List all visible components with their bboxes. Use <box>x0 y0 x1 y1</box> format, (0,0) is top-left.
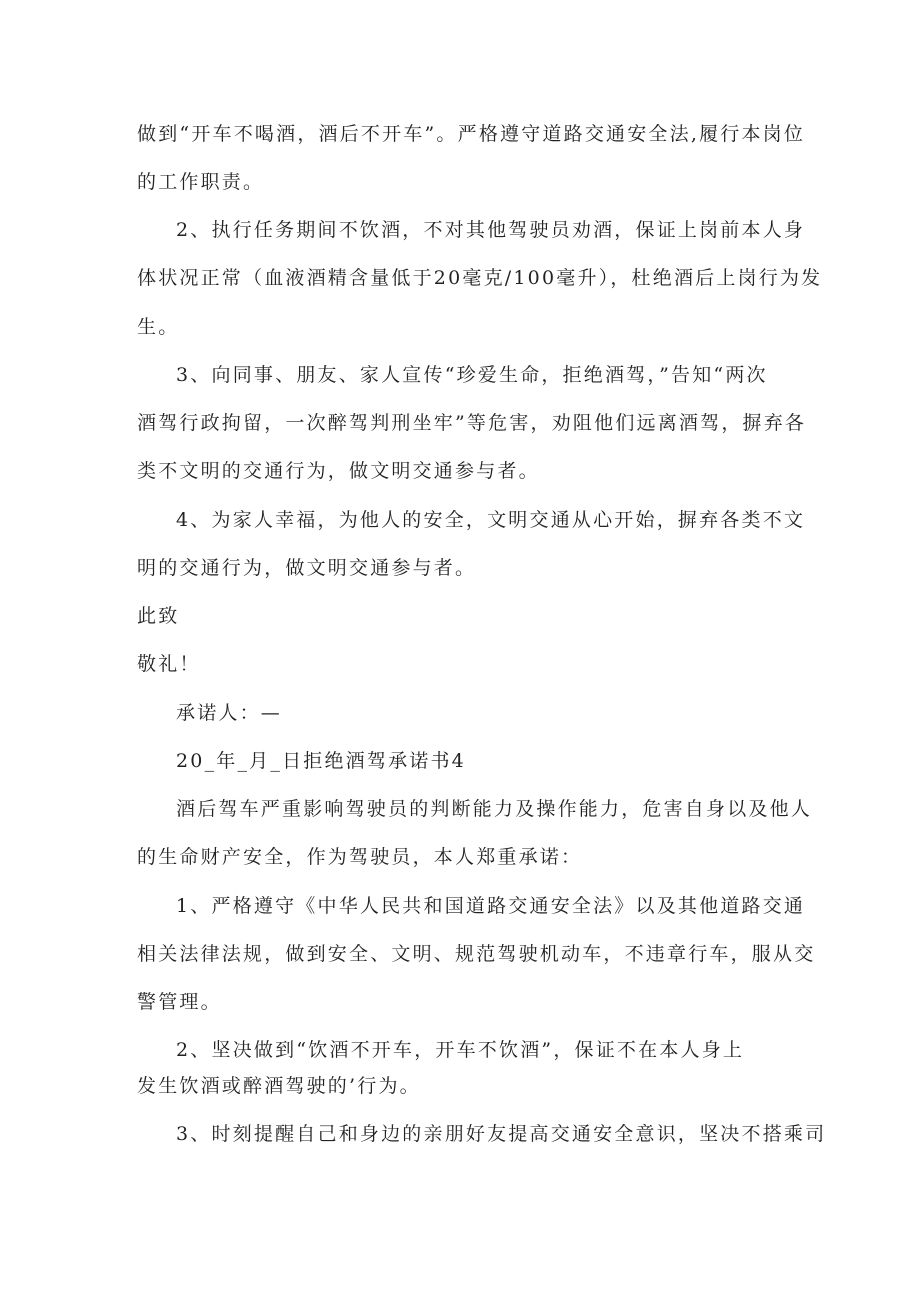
text-line: 3、时刻提醒自己和身边的亲朋好友提高交通安全意识，坚决不搭乘司 <box>176 1123 827 1145</box>
text-line: 4、为家人幸福，为他人的安全，文明交通从心开始，摒弃各类不文 <box>176 509 806 531</box>
text-line: 2、执行任务期间不饮酒，不对其他驾驶员劝酒，保证上岗前本人身 <box>176 219 806 241</box>
text-line: 警管理。 <box>137 991 222 1013</box>
text-line: 的工作职责。 <box>137 171 265 193</box>
text-line: 承诺人：— <box>176 702 283 724</box>
text-line: 此致 <box>137 605 180 627</box>
text-line: 体状况正常（血液酒精含量低于20毫克/100毫升），杜绝酒后上岗行为发 <box>137 267 823 289</box>
text-line: 明的交通行为，做文明交通参与者。 <box>137 557 477 579</box>
text-line: 相关法律法规，做到安全、文明、规范驾驶机动车，不违章行车，服从交 <box>137 943 816 965</box>
text-line: 生。 <box>137 316 180 338</box>
text-line: 类不文明的交通行为，做文明交通参与者。 <box>137 460 540 482</box>
text-line: 2、坚决做到“饮酒不开车，开车不饮酒”，保证不在本人身上 <box>176 1039 745 1061</box>
text-line: 3、向同事、朋友、家人宣传“珍爱生命，拒绝酒驾，”告知“两次 <box>176 364 768 386</box>
text-line: 20_年_月_日拒绝酒驾承诺书4 <box>176 750 466 772</box>
text-line: 发生饮酒或醉酒驾驶的’行为。 <box>137 1075 421 1097</box>
text-line: 1、严格遵守《中华人民共和国道路交通安全法》以及其他道路交通 <box>176 895 806 917</box>
text-line: 的生命财产安全，作为驾驶员，本人郑重承诺： <box>137 846 583 868</box>
text-line: 酒后驾车严重影响驾驶员的判断能力及操作能力，危害自身以及他人 <box>176 798 813 820</box>
text-line: 敬礼！ <box>137 653 201 675</box>
text-line: 酒驾行政拘留，一次醉驾判刑坐牢”等危害，劝阻他们远离酒驾，摒弃各 <box>137 412 807 434</box>
text-line: 做到“开车不喝酒，酒后不开车”。严格遵守道路交通安全法,履行本岗位 <box>137 123 806 145</box>
